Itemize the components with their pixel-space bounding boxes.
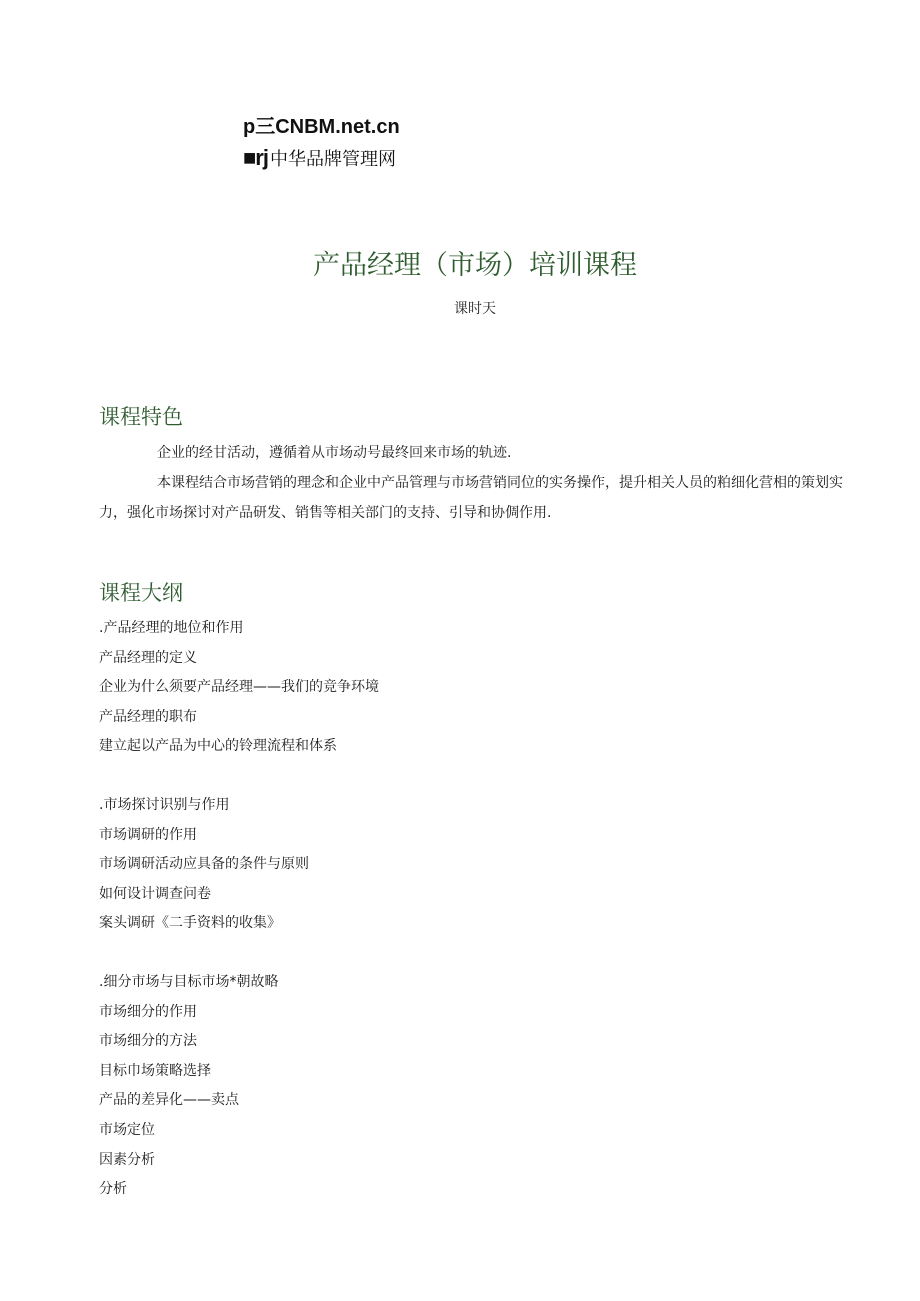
logo-domain: p三CNBM.net.cn: [243, 116, 400, 138]
outline-item: 市场细分的方法: [99, 1033, 197, 1050]
outline-item: 建立起以产品为中心的铃理流程和体系: [99, 738, 337, 755]
features-paragraph-1: 企业的经甘活动，遵循着从市场动号最终回来市场的轨迹.: [157, 445, 512, 461]
outline-item: 如何设计调查问卷: [99, 885, 211, 902]
logo-site-name: 中华品牌管理网: [269, 149, 396, 170]
logo-brand: [243, 146, 503, 172]
course-outline: [99, 614, 799, 1205]
outline-section-title: .产品经理的地位和作用: [99, 620, 244, 636]
outline-section-title: .细分市场与目标市场*朝故略: [99, 973, 279, 990]
outline-item: 市场定位: [99, 1121, 155, 1138]
outline-section-title: .市场探讨识别与作用: [99, 796, 230, 813]
site-logo: [243, 114, 503, 172]
outline-item: 目标巾场策略选择: [99, 1062, 211, 1079]
document-subtitle: 课时天: [454, 301, 496, 317]
outline-item: 产品的差异化——卖点: [99, 1092, 239, 1109]
outline-section-1: [99, 614, 799, 762]
features-heading: 课程特色: [99, 405, 183, 429]
outline-item: 因素分析: [99, 1151, 155, 1168]
outline-section-3: [99, 968, 799, 1205]
outline-heading: 课程大纲: [99, 581, 183, 605]
outline-item: 市场细分的作用: [99, 1003, 197, 1020]
outline-item: 市场调研的作用: [99, 826, 197, 843]
features-paragraph-2: 本课程结合市场营销的理念和企业中产品管理与市场营销同位的实务操作，提升相关人员的粕细化营相的策划实力，强化市场探讨对产品研发、销售等相关部门的支持、引导和协倜作用.: [99, 475, 843, 521]
outline-section-2: [99, 791, 799, 939]
document-title: 产品经理（市场）培训课程: [313, 250, 637, 281]
outline-item: 产品经理的定义: [99, 649, 197, 666]
outline-item: 产品经理的职布: [99, 708, 197, 725]
logo-mark-icon: ■rj: [243, 145, 268, 170]
outline-item: 市场调研活动应具备的条件与原则: [99, 856, 309, 873]
outline-item: 企业为什么须要产品经理——我们的竞争环境: [99, 679, 379, 696]
outline-item: 案头调研《二手资料的收集》: [99, 915, 281, 932]
outline-item: 分析: [99, 1181, 127, 1198]
